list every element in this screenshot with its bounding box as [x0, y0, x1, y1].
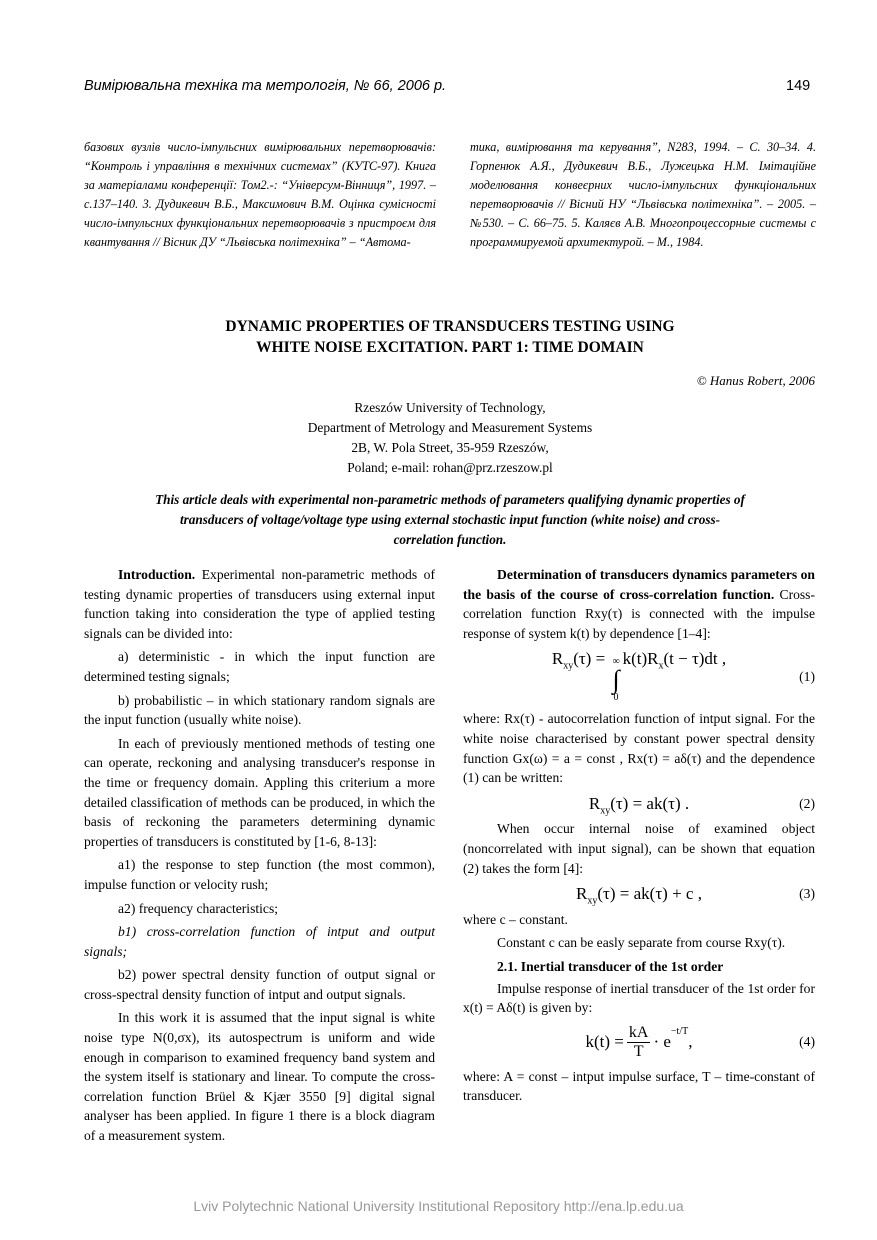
equation-number: (1): [799, 668, 815, 684]
section-heading: Determination of transducers dynamics parameters on the basis of the course of cross-correlation function.: [463, 567, 815, 602]
department: Department of Metrology and Measurement Systems: [307, 420, 593, 435]
equation-3: $R_{xy}(\tau) = ak(\tau) + c$ , (3): [576, 884, 815, 907]
paragraph: a2) frequency characteristics;: [118, 900, 279, 916]
title-line: DYNAMIC PROPERTIES OF TRANSDUCERS TESTING USING: [225, 318, 675, 335]
equation-4: k(t) = $\frac{kA}{T}$ · e $^{-t/T}$ , (4): [585, 1023, 815, 1060]
equation-number: (4): [799, 1034, 815, 1050]
left-column: [84, 565, 435, 1150]
abstract: This article deals with experimental non-parametric methods of parameters qualifying dynamic properties of transducers of voltage/voltage type using external stochastic input function (white noise) and cross-correlation function.: [155, 492, 745, 547]
paragraph: [463, 565, 815, 643]
repository-footer: Lviv Polytechnic National University Institutional Repository http://ena.lp.edu.ua: [193, 1198, 684, 1214]
copyright: © Hanus Robert, 2006: [696, 373, 815, 388]
paragraph: a1) the response to step function (the most common), impulse function or velocity rush;: [84, 857, 435, 892]
text: Experimental non-parametric methods of testing dynamic properties of transducers using external input function taking into consideration the type of applied testing signals can be divided into:: [84, 567, 435, 641]
running-header: Вимірювальна техніка та метрологія, № 66, 2006 р.: [84, 78, 447, 94]
page-number: 149: [786, 78, 811, 94]
paragraph: b2) power spectral density function of output signal or cross-spectral density function of intput and output signals.: [84, 967, 435, 1002]
right-column: [463, 565, 815, 1110]
paragraph: a) deterministic - in which the input function are determined testing signals;: [84, 649, 435, 684]
paragraph: b) probabilistic – in which stationary random signals are the input function (usually white noise).: [84, 692, 435, 728]
article-title: [0, 316, 877, 358]
affiliation: [0, 398, 877, 478]
title-line: WHITE NOISE EXCITATION. PART 1: TIME DOMAIN: [256, 339, 644, 356]
references-continued-left: базових вузлів число-імпульсних вимірювальних перетворювачів: “Контроль і управління в технічних системах” (КУТС-97). Книга за матеріалами конференції: Том2.-: “Універсум-Вінниця”, 1997. – с.137–140. 3. Дудикевич В.Б., Максимович В.М. Оцінка сумісності число-імпульсних функціональних перетворювачів з пристроєм для квантування // Вісник ДУ “Львівська політехніка” – “Автома-: [84, 140, 436, 249]
equation-number: (2): [799, 795, 815, 811]
equation-2: $R_{xy}(\tau) = ak(\tau)$ . (2): [588, 793, 815, 817]
paragraph: b1) cross-correlation function of intput and output signals;: [84, 924, 435, 959]
subsection-heading: 2.1. Inertial transducer of the 1st order: [497, 958, 724, 974]
paragraph: In each of previously mentioned methods of testing one can operate, reckoning and analysing transducer's response in the time or frequency domain. Appling this criterium a more detailed classification of methods can be produced, in which the basis of reckoning the parameters determining dynamic properties of transducers is constituted by [1-6, 8-13]:: [84, 735, 435, 849]
text: Cross-correlation function Rxy(τ) is connected with the impulse response of system k(t) by dependence [1–4]:: [463, 586, 815, 641]
university: Rzeszów University of Technology,: [354, 400, 546, 415]
intro-heading: Introduction.: [118, 567, 196, 582]
paragraph: where: A = const – intput impulse surface, T – time-constant of transducer.: [463, 1068, 815, 1104]
paragraph: Constant c can be easly separate from course Rxy(τ).: [497, 935, 786, 951]
paragraph: [84, 565, 435, 643]
paragraph: where c – constant.: [463, 911, 568, 927]
equation-1: $R_{xy}(\tau)$ = ∞ ∫ 0 $k(t)R_x(t - \tau)dt$ , (1): [551, 649, 815, 704]
paragraph: where: Rx(τ) - autocorrelation function of intput signal. For the white noise characterised by constant power spectral density function Gx(ω) = a = const , Rx(τ) = aδ(τ) and the dependence (1) can be written:: [463, 711, 815, 786]
equation-number: (3): [799, 886, 815, 902]
references-continued-right: тика, вимірювання та керування”, N283, 1994. – С. 30–34. 4. Горпенюк А.Я., Дудикевич В.Б., Лужецька Н.М. Імітаційне моделювання конвеєрних число-імпульсних функціональних перетворювачів // Вісний НУ “Львівська політехніка”. – 2005. – №530. – С. 66–75. 5. Каляєв А.В. Многопроцессорные системы с программируемой архитектурой. – М., 1984.: [470, 140, 816, 249]
address: 2B, W. Pola Street, 35-959 Rzeszów,: [351, 440, 549, 455]
paragraph: When occur internal noise of examined object (noncorrelated with input signal), can be shown that equation (2) takes the form [4]:: [463, 821, 815, 876]
paragraph: Impulse response of inertial transducer of the 1st order for x(t) = Aδ(t) is given by:: [463, 980, 815, 1016]
email-line: Poland; e-mail: rohan@prz.rzeszow.pl: [347, 460, 553, 475]
paragraph: In this work it is assumed that the input signal is white noise type N(0,σx), its autospectrum is uniform and wide enough in comparison to examined frequency band system and the system itself is stationary and linear. To compute the cross-correlation function Brüel & Kjær 3550 [9] digital signal analyser has been applied. In figure 1 there is a block diagram of a measurement system.: [84, 1010, 435, 1144]
